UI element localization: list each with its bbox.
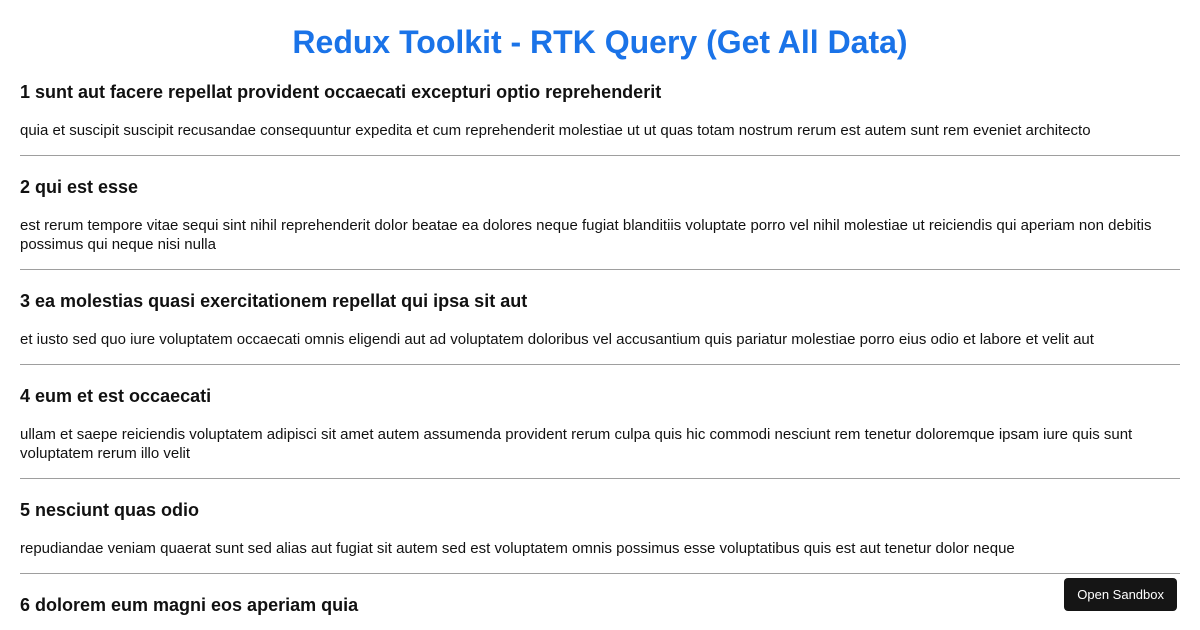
post-body: quia et suscipit suscipit recusandae consequuntur expedita et cum reprehenderit molestiae ut ut quas totam nostrum rerum est autem sunt rem eveniet architecto: [20, 122, 1091, 139]
post-title: 4 eum et est occaecati: [20, 386, 212, 406]
page-title: Redux Toolkit - RTK Query (Get All Data): [292, 24, 908, 60]
post-body: est rerum tempore vitae sequi sint nihil reprehenderit dolor beatae ea dolores neque fugiat blanditiis voluptate porro vel nihil molestiae ut reiciendis qui aperiam non debitis possimus qui neque nisi nulla: [20, 217, 1152, 253]
post-title: 2 qui est esse: [20, 177, 139, 197]
post-body: ullam et saepe reiciendis voluptatem adipisci sit amet autem assumenda provident rerum culpa quis hic commodi nesciunt rem tenetur doloremque ipsam iure quis sunt voluptatem rerum illo velit: [20, 426, 1133, 462]
post-list: [20, 81, 1180, 630]
post-title: 3 ea molestias quasi exercitationem repellat qui ipsa sit aut: [20, 291, 528, 311]
post-item: [20, 385, 1180, 479]
post-body: repudiandae veniam quaerat sunt sed alias aut fugiat sit autem sed est voluptatem omnis possimus esse voluptatibus quis est aut tenetur dolor neque: [20, 540, 1015, 557]
post-body: et iusto sed quo iure voluptatem occaecati omnis eligendi aut ad voluptatem doloribus vel accusantium quis pariatur molestiae porro eius odio et labore et velit aut: [20, 331, 1094, 348]
post-item: [20, 594, 1180, 630]
post-item: [20, 176, 1180, 270]
post-title: 1 sunt aut facere repellat provident occaecati excepturi optio reprehenderit: [20, 82, 662, 102]
post-item: [20, 81, 1180, 156]
post-item: [20, 290, 1180, 365]
open-sandbox-button[interactable]: Open Sandbox: [1064, 578, 1177, 611]
post-title: 5 nesciunt quas odio: [20, 500, 200, 520]
post-title: 6 dolorem eum magni eos aperiam quia: [20, 595, 359, 615]
post-item: [20, 499, 1180, 574]
